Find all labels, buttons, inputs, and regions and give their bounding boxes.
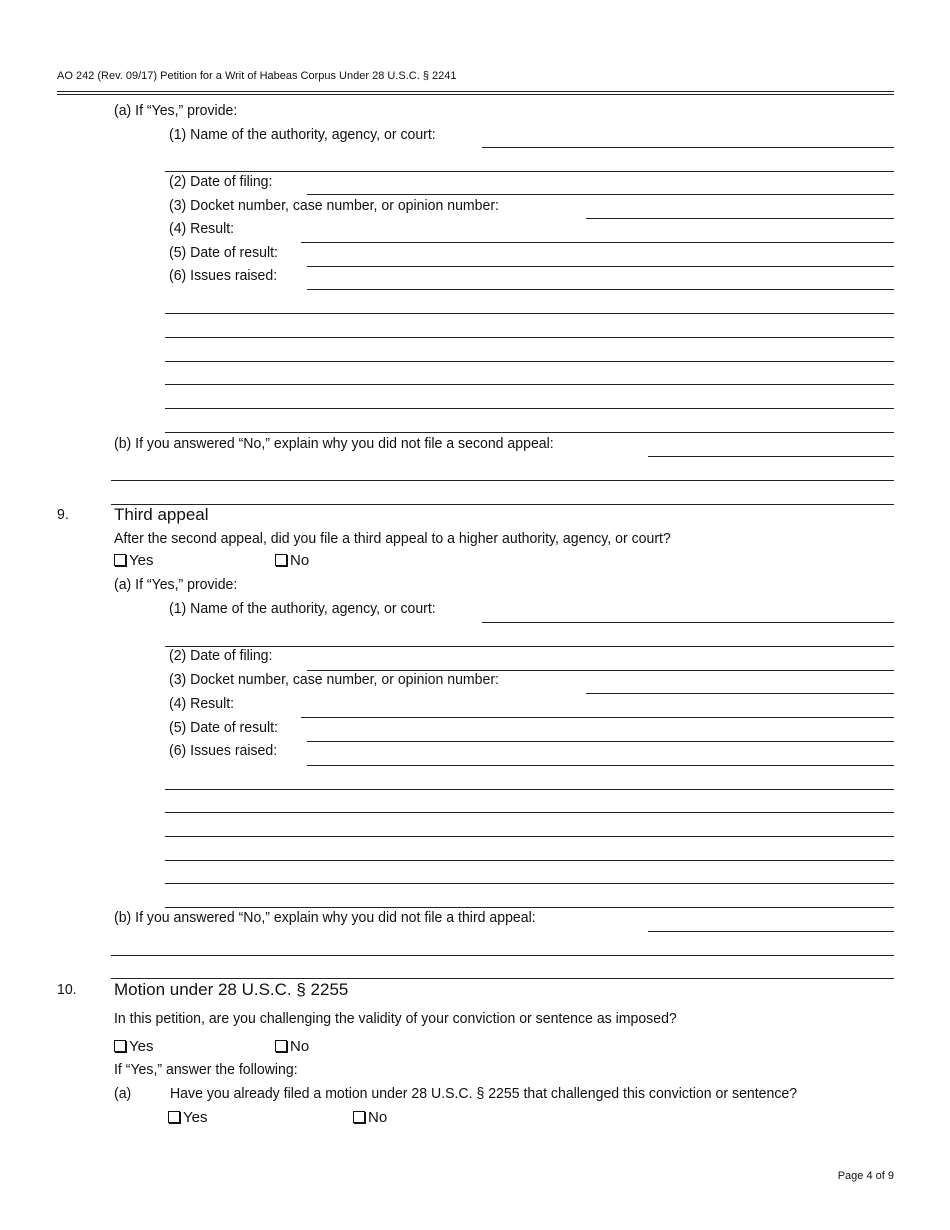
q9-b-label: (b) If you answered “No,” explain why you did not file a third appeal: — [114, 909, 536, 926]
q9-result-field[interactable] — [301, 699, 894, 718]
q9-heading: Third appeal — [114, 505, 209, 524]
q10-a-yes-label: Yes — [183, 1109, 208, 1126]
q9-no-label: No — [290, 552, 310, 569]
second-appeal-b-label: (b) If you answered “No,” explain why you did not file a second appeal: — [114, 435, 554, 452]
second-appeal-issues-field[interactable] — [307, 271, 894, 290]
page-number: Page 4 of 9 — [837, 1170, 894, 1182]
q10-no-label: No — [290, 1038, 310, 1055]
second-appeal-date-filing-field[interactable] — [307, 176, 894, 195]
q10-yes-checkbox[interactable] — [114, 1040, 126, 1052]
q9-item-6: (6) Issues raised: — [169, 742, 278, 759]
q9-authority-field-cont[interactable] — [165, 628, 894, 647]
q9-item-5: (5) Date of result: — [169, 719, 278, 736]
q10-heading: Motion under 28 U.S.C. § 2255 — [114, 980, 349, 999]
q10-number: 10. — [57, 981, 77, 998]
q10-yes-label: Yes — [129, 1038, 154, 1055]
q10-a-question: Have you already filed a motion under 28 U.S.C. § 2255 that challenged this conviction or sentence? — [170, 1085, 798, 1102]
second-appeal-explain-field[interactable] — [648, 438, 894, 457]
header-rule-bottom — [57, 94, 894, 95]
q9-question: After the second appeal, did you file a third appeal to a higher authority, agency, or court? — [114, 530, 671, 547]
q9-issues-line-4[interactable] — [165, 818, 894, 837]
second-appeal-issues-line-5[interactable] — [165, 366, 894, 385]
q9-no-checkbox[interactable] — [275, 554, 287, 566]
q9-no-option[interactable] — [275, 552, 309, 570]
q9-explain-line-3[interactable] — [111, 960, 894, 979]
q10-yes-option[interactable] — [114, 1038, 153, 1056]
q9-issues-line-6[interactable] — [165, 865, 894, 884]
q10-question: In this petition, are you challenging the validity of your conviction or sentence as imposed? — [114, 1010, 677, 1027]
q9-number: 9. — [57, 506, 69, 523]
q9-issues-line-7[interactable] — [165, 889, 894, 908]
second-appeal-explain-line-2[interactable] — [111, 462, 894, 481]
second-appeal-a-label: (a) If “Yes,” provide: — [114, 102, 238, 119]
q9-yes-label: Yes — [129, 552, 154, 569]
q9-yes-option[interactable] — [114, 552, 153, 570]
second-appeal-authority-field[interactable] — [482, 129, 894, 148]
second-appeal-authority-field-cont[interactable] — [165, 153, 894, 172]
q9-yes-checkbox[interactable] — [114, 554, 126, 566]
q9-explain-line-2[interactable] — [111, 937, 894, 956]
q9-date-result-field[interactable] — [307, 723, 894, 742]
q9-date-filing-field[interactable] — [307, 652, 894, 671]
q9-docket-field[interactable] — [586, 675, 894, 694]
header-rule-top — [57, 91, 894, 92]
second-appeal-date-result-field[interactable] — [307, 248, 894, 267]
second-appeal-explain-line-3[interactable] — [111, 486, 894, 505]
q9-explain-field[interactable] — [648, 913, 894, 932]
second-appeal-item-5: (5) Date of result: — [169, 244, 278, 261]
q10-a-no-checkbox[interactable] — [353, 1111, 365, 1123]
q9-item-3: (3) Docket number, case number, or opinion number: — [169, 671, 499, 688]
q10-no-checkbox[interactable] — [275, 1040, 287, 1052]
q9-a-label: (a) If “Yes,” provide: — [114, 576, 238, 593]
second-appeal-docket-field[interactable] — [586, 200, 894, 219]
second-appeal-item-1: (1) Name of the authority, agency, or court: — [169, 126, 436, 143]
second-appeal-item-2: (2) Date of filing: — [169, 173, 273, 190]
q10-if-yes: If “Yes,” answer the following: — [114, 1061, 298, 1078]
second-appeal-issues-line-7[interactable] — [165, 414, 894, 433]
q10-a-no-label: No — [368, 1109, 388, 1126]
second-appeal-issues-line-6[interactable] — [165, 390, 894, 409]
q10-a-yes-checkbox[interactable] — [168, 1111, 180, 1123]
q9-item-2: (2) Date of filing: — [169, 647, 273, 664]
second-appeal-item-4: (4) Result: — [169, 220, 235, 237]
q9-authority-field[interactable] — [482, 604, 894, 623]
form-header: AO 242 (Rev. 09/17) Petition for a Writ of Habeas Corpus Under 28 U.S.C. § 2241 — [57, 70, 457, 82]
second-appeal-issues-line-3[interactable] — [165, 319, 894, 338]
q10-a-yes-option[interactable] — [168, 1109, 207, 1127]
q9-item-1: (1) Name of the authority, agency, or court: — [169, 600, 436, 617]
q9-issues-field[interactable] — [307, 747, 894, 766]
q9-issues-line-3[interactable] — [165, 794, 894, 813]
second-appeal-item-6: (6) Issues raised: — [169, 267, 278, 284]
q10-a-no-option[interactable] — [353, 1109, 387, 1127]
q10-a-number: (a) — [114, 1085, 132, 1102]
q9-issues-line-2[interactable] — [165, 771, 894, 790]
second-appeal-item-3: (3) Docket number, case number, or opinion number: — [169, 197, 499, 214]
second-appeal-issues-line-4[interactable] — [165, 343, 894, 362]
q10-no-option[interactable] — [275, 1038, 309, 1056]
q9-item-4: (4) Result: — [169, 695, 235, 712]
q9-issues-line-5[interactable] — [165, 842, 894, 861]
second-appeal-issues-line-2[interactable] — [165, 295, 894, 314]
second-appeal-result-field[interactable] — [301, 224, 894, 243]
